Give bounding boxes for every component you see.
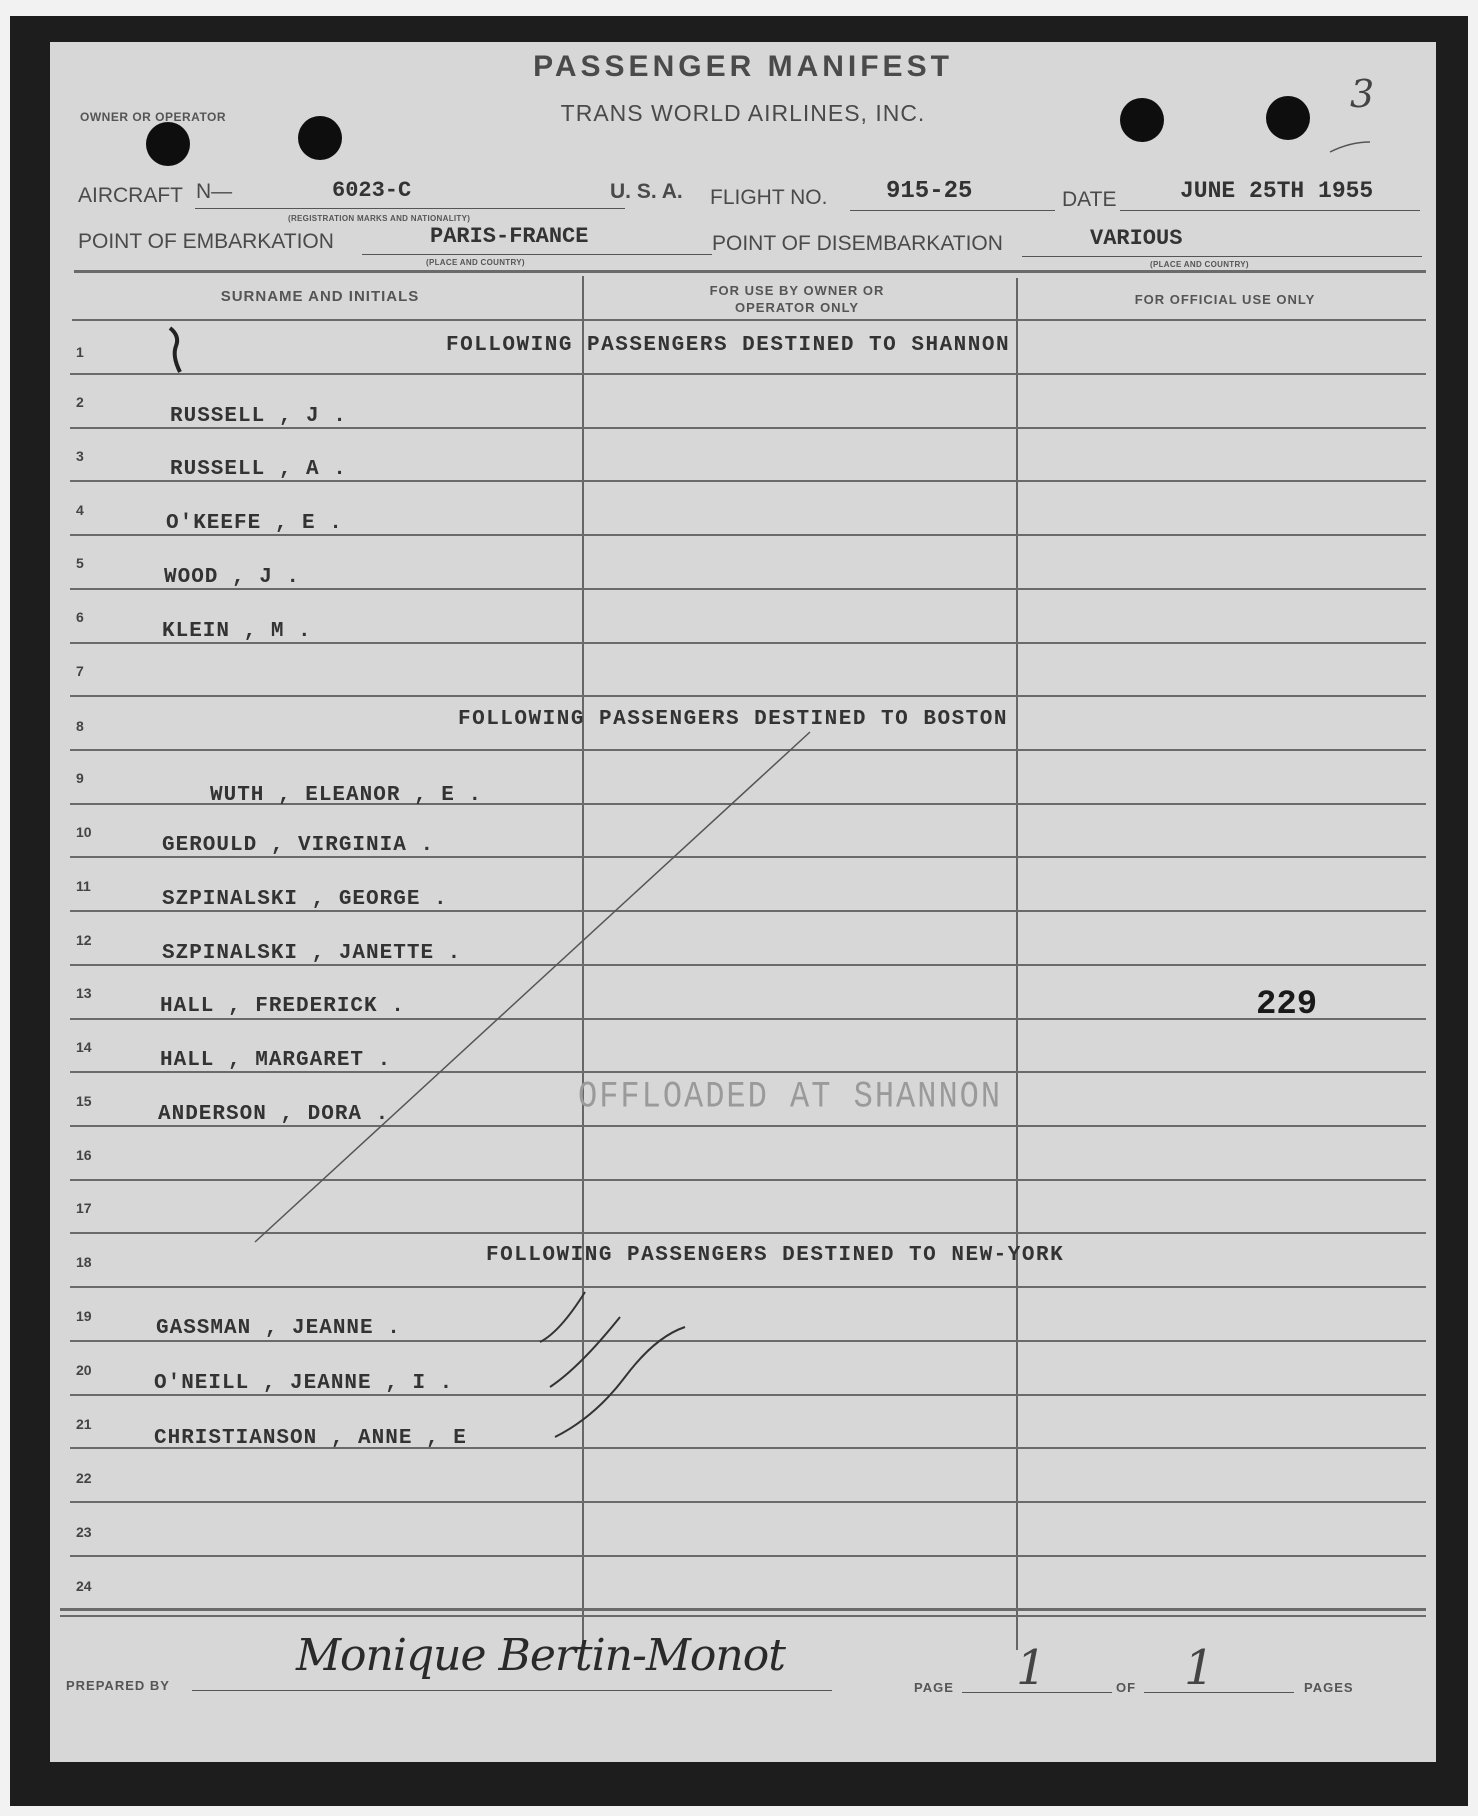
flight-label: FLIGHT NO. — [710, 186, 828, 209]
passenger-name: RUSSELL , A . — [170, 458, 347, 481]
row-number: 8 — [76, 718, 84, 734]
embark-value: PARIS-FRANCE — [430, 224, 589, 249]
nationality: U. S. A. — [610, 180, 683, 203]
owner-label: OWNER OR OPERATOR — [80, 110, 227, 124]
passenger-name: SZPINALSKI , GEORGE . — [162, 888, 448, 911]
row-number: 10 — [76, 824, 92, 840]
flight-value: 915-25 — [886, 178, 973, 205]
prepared-by-label: PREPARED BY — [66, 1678, 170, 1693]
of-value: 1 — [1184, 1640, 1215, 1696]
aircraft-value: 6023-C — [332, 178, 412, 203]
heading-shannon: FOLLOWING PASSENGERS DESTINED TO SHANNON — [446, 334, 1011, 357]
passenger-name: CHRISTIANSON , ANNE , E — [154, 1427, 467, 1450]
passenger-name: ANDERSON , DORA . — [158, 1103, 390, 1126]
row-number: 4 — [76, 502, 84, 518]
passenger-name: HALL , MARGARET . — [160, 1049, 392, 1072]
col-head-owner-use: FOR USE BY OWNER OR OPERATOR ONLY — [709, 283, 885, 315]
pages-label: PAGES — [1304, 1680, 1354, 1695]
row-number: 12 — [76, 932, 92, 948]
carrier-name: TRANS WORLD AIRLINES, INC. — [560, 100, 926, 126]
pencil-marks — [50, 42, 1436, 1762]
page-underline — [962, 1692, 1112, 1693]
embark-label: POINT OF EMBARKATION — [78, 230, 334, 253]
embark-caption: (PLACE AND COUNTRY) — [426, 258, 525, 267]
passenger-name: RUSSELL , J . — [170, 405, 347, 428]
row-number: 20 — [76, 1362, 92, 1378]
disembark-value: VARIOUS — [1090, 226, 1183, 251]
passenger-name: O'NEILL , JEANNE , I . — [154, 1372, 454, 1395]
passenger-name: O'KEEFE , E . — [166, 512, 343, 535]
passenger-name: GASSMAN , JEANNE . — [156, 1317, 401, 1340]
passenger-name: HALL , FREDERICK . — [160, 995, 405, 1018]
row-number: 24 — [76, 1578, 92, 1594]
passenger-name: KLEIN , M . — [162, 620, 312, 643]
aircraft-caption: (REGISTRATION MARKS AND NATIONALITY) — [288, 214, 471, 223]
heading-boston: FOLLOWING PASSENGERS DESTINED TO BOSTON — [458, 708, 1008, 731]
row-number: 7 — [76, 663, 84, 679]
date-label: DATE — [1062, 188, 1117, 211]
official-use-number: 229 — [1256, 986, 1318, 1024]
passenger-name: GEROULD , VIRGINIA . — [162, 834, 435, 857]
heading-newyork: FOLLOWING PASSENGERS DESTINED TO NEW-YORK — [486, 1244, 1065, 1267]
passenger-name: WOOD , J . — [164, 566, 301, 589]
col-head-surname: SURNAME AND INITIALS — [220, 288, 420, 305]
row-number: 3 — [76, 448, 84, 464]
row-number: 17 — [76, 1200, 92, 1216]
row-number: 18 — [76, 1254, 92, 1270]
offloaded-stamp: OFFLOADED AT SHANNON — [578, 1075, 1003, 1118]
row-number: 22 — [76, 1470, 92, 1486]
of-underline — [1144, 1692, 1294, 1693]
row-number: 1 — [76, 344, 84, 360]
row-number: 9 — [76, 770, 84, 786]
row-number: 23 — [76, 1524, 92, 1540]
aircraft-label: AIRCRAFT — [78, 184, 183, 207]
passenger-name: SZPINALSKI , JANETTE . — [162, 942, 462, 965]
preparer-signature: Monique Bertin-Monot — [296, 1630, 785, 1681]
row-number: 16 — [76, 1147, 92, 1163]
manifest-sheet — [50, 42, 1436, 1762]
page-label: PAGE — [914, 1680, 954, 1695]
manifest-title: PASSENGER MANIFEST — [533, 50, 953, 83]
row-number: 14 — [76, 1039, 92, 1055]
row-number: 2 — [76, 394, 84, 410]
page-value: 1 — [1016, 1640, 1047, 1696]
row-number: 19 — [76, 1308, 92, 1324]
prepared-by-underline — [192, 1690, 832, 1691]
row-number: 11 — [76, 878, 91, 894]
row-number: 6 — [76, 609, 84, 625]
row-number: 21 — [76, 1416, 92, 1432]
disembark-caption: (PLACE AND COUNTRY) — [1150, 260, 1249, 269]
passenger-name: WUTH , ELEANOR , E . — [210, 784, 483, 807]
date-value: JUNE 25TH 1955 — [1180, 178, 1374, 204]
of-label: OF — [1116, 1680, 1137, 1695]
row-number: 5 — [76, 555, 84, 571]
disembark-label: POINT OF DISEMBARKATION — [712, 232, 1003, 255]
corner-note: 3 — [1350, 72, 1375, 116]
row-number: 13 — [76, 985, 92, 1001]
row-number: 15 — [76, 1093, 92, 1109]
aircraft-prefix: N— — [196, 180, 233, 203]
col-head-official-use: FOR OFFICIAL USE ONLY — [1134, 292, 1316, 307]
